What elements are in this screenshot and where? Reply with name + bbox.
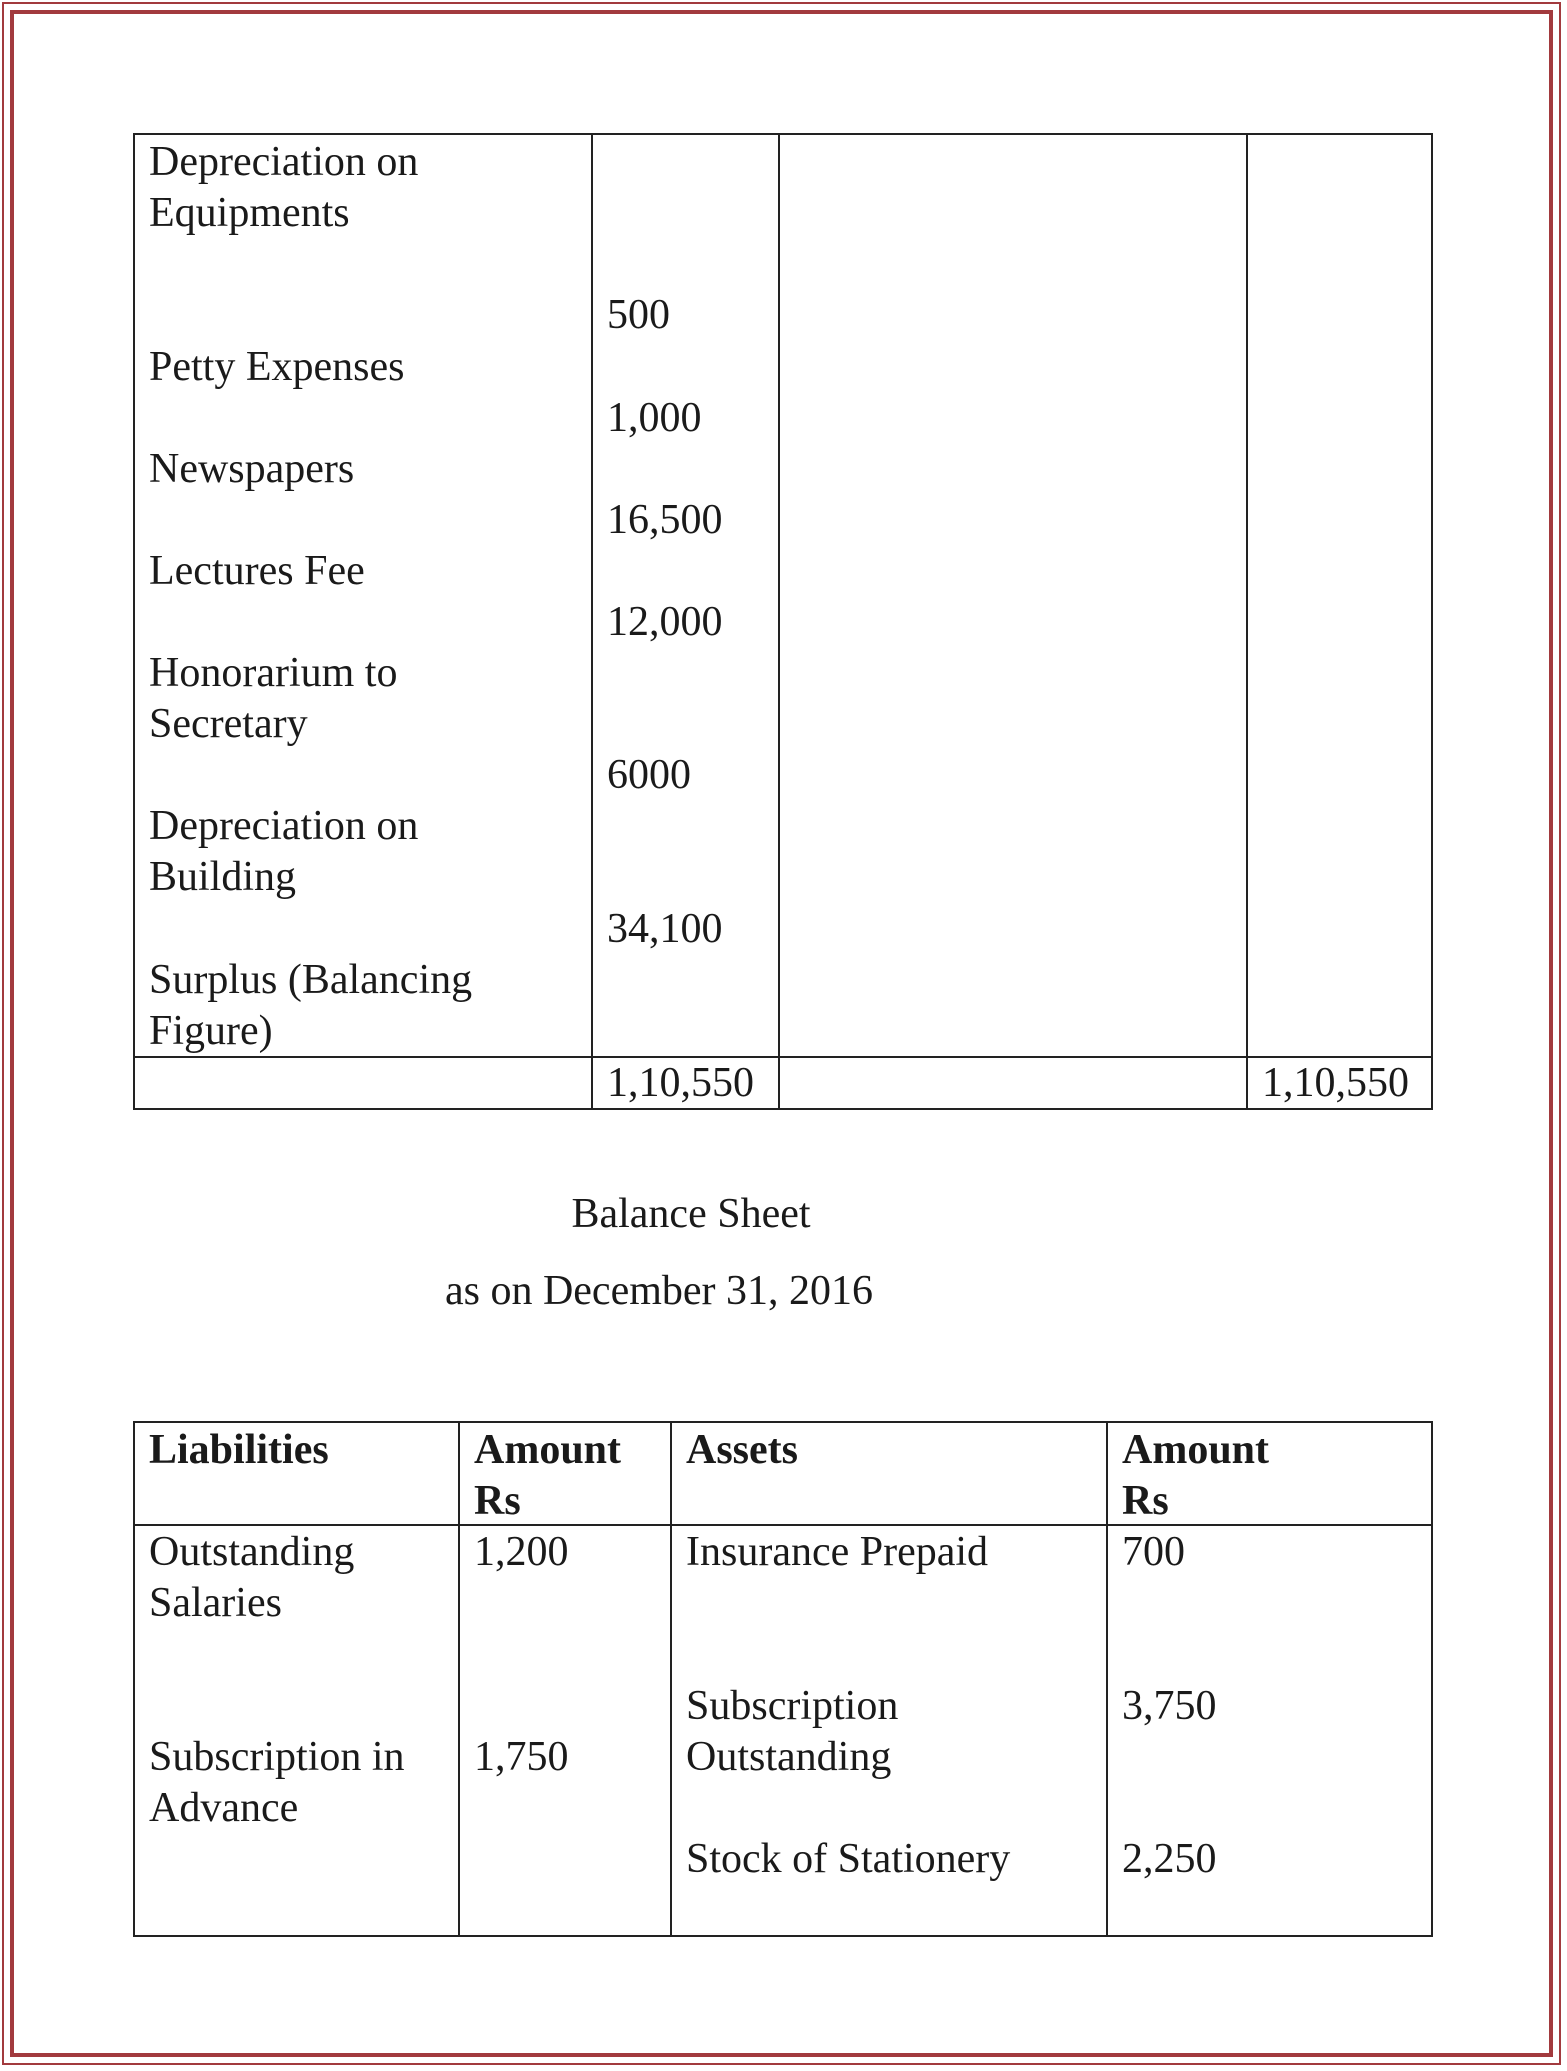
table-bottom-border [133,1935,1433,1937]
asset-label: Outstanding [686,1734,892,1780]
expenditure-amount: 16,500 [607,497,723,543]
balance-sheet-title: Balance Sheet [571,1191,811,1237]
table-left-border [133,133,135,1110]
asset-label: Subscription [686,1683,899,1729]
liability-label: Salaries [149,1580,282,1626]
expenditure-label: Depreciation on [149,803,419,849]
asset-amount: 3,750 [1122,1683,1217,1729]
header-amount-liabilities: Amount [474,1427,622,1473]
table-header-separator [133,1524,1433,1526]
header-liabilities: Liabilities [149,1427,329,1473]
table-bottom-border [133,1108,1433,1110]
balance-sheet-subtitle: as on December 31, 2016 [444,1268,874,1314]
asset-label: Insurance Prepaid [686,1529,989,1575]
header-assets: Assets [686,1427,798,1473]
header-amount-liabilities-unit: Rs [474,1478,521,1524]
asset-amount: 700 [1122,1529,1185,1575]
header-amount-assets: Amount [1122,1427,1270,1473]
table-left-border [133,1421,135,1937]
table-column-divider [458,1421,460,1937]
table-top-border [133,1421,1433,1423]
expenditure-label: Building [149,854,297,900]
expenditure-label: Honorarium to [149,650,398,696]
table-column-divider [670,1421,672,1937]
expenditure-label: Petty Expenses [149,344,405,390]
table-right-border [1431,133,1433,1110]
table-right-border [1431,1421,1433,1937]
liability-amount: 1,200 [474,1529,569,1575]
expenditure-amount: 1,000 [607,395,702,441]
liability-amount: 1,750 [474,1734,569,1780]
header-amount-assets-unit: Rs [1122,1478,1169,1524]
table-total-separator [133,1056,1433,1058]
expenditure-label: Surplus (Balancing [149,957,473,1003]
expenditure-label: Depreciation on [149,139,419,185]
expenditure-amount: 500 [607,292,670,338]
table-top-border [133,133,1433,135]
liability-label: Advance [149,1785,299,1831]
expenditure-label: Figure) [149,1008,273,1054]
expenditure-label: Equipments [149,190,350,236]
expenditure-amount: 34,100 [607,906,723,952]
expenditure-amount: 6000 [607,752,691,798]
total-expenditure: 1,10,550 [607,1060,754,1106]
liability-label: Outstanding [149,1529,355,1575]
asset-label: Stock of Stationery [686,1836,1011,1882]
table-column-divider [591,133,593,1110]
expenditure-label: Newspapers [149,446,355,492]
table-column-divider [778,133,780,1110]
table-column-divider [1246,133,1248,1110]
expenditure-label: Lectures Fee [149,548,365,594]
table-column-divider [1106,1421,1108,1937]
total-income: 1,10,550 [1262,1060,1409,1106]
liability-label: Subscription in [149,1734,405,1780]
expenditure-amount: 12,000 [607,599,723,645]
asset-amount: 2,250 [1122,1836,1217,1882]
expenditure-label: Secretary [149,701,308,747]
